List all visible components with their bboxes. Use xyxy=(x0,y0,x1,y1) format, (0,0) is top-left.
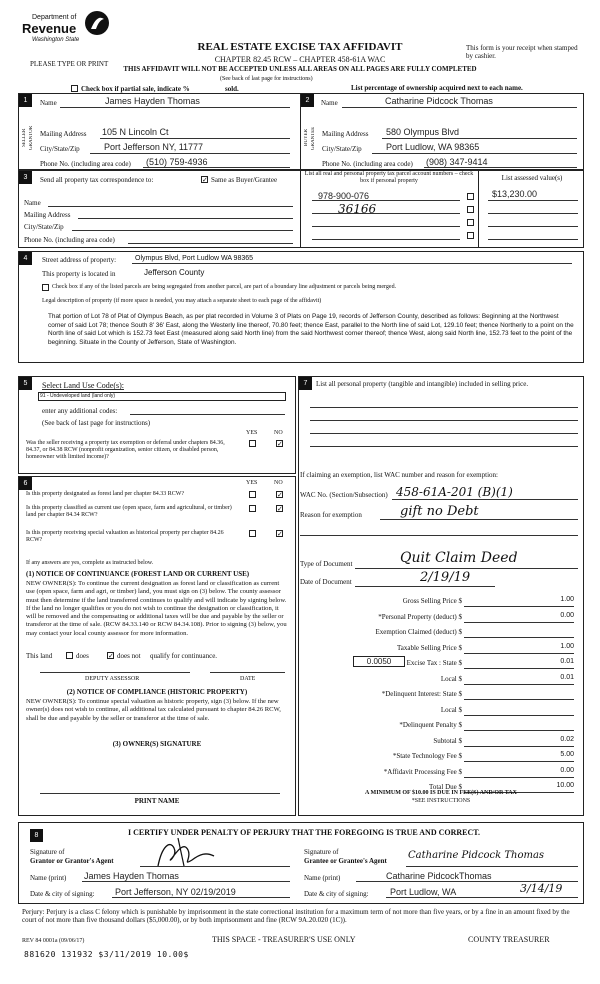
this-land-label: This land xyxy=(26,652,53,660)
grantor-print-name[interactable]: James Hayden Thomas xyxy=(84,871,179,881)
see-instructions-note: *SEE INSTRUCTIONS xyxy=(411,798,471,804)
seller-city[interactable]: Port Jefferson NY, 11777 xyxy=(104,142,204,152)
tax-row-label: *Personal Property (deduct) $ xyxy=(378,613,462,621)
buyer-side-label: BUYER xyxy=(304,129,309,147)
grantor-date-city-label: Date & city of signing: xyxy=(30,890,95,898)
buyer-city-label: City/State/Zip xyxy=(322,145,362,153)
tax-row xyxy=(300,597,582,609)
buyer-phone[interactable]: (908) 347-9414 xyxy=(426,157,488,167)
personal-property-label: List all personal property (tangible and intangible) included in selling price. xyxy=(316,380,529,388)
assessed-value-1[interactable]: $13,230.00 xyxy=(492,189,538,199)
tax-row-value[interactable]: 0.00 xyxy=(464,612,574,623)
s5-no-header: NO xyxy=(274,430,283,436)
tax-row-value[interactable]: 5.00 xyxy=(464,751,574,762)
land-use-label: Select Land Use Code(s): xyxy=(42,381,124,390)
tax-row-value[interactable]: 0.00 xyxy=(464,767,574,778)
tax-row-label: *Delinquent Penalty $ xyxy=(399,721,462,729)
section-4-number: 4 xyxy=(19,252,32,265)
see-back-note: (See back of last page for instructions) xyxy=(220,76,313,82)
grantor-side-label: GRANTOR xyxy=(29,125,34,151)
seller-mailing[interactable]: 105 N Lincoln Ct xyxy=(102,127,169,137)
notice1-body: NEW OWNER(S): To continue the current designation as forest land or classification as current use (open space, farm and agri, or timber) land, you must sign on (3) below. The county assessor must then determine if the land transferred continues to qualify and will indicate by signing below. If the land no longer qualifies or you do not wish to continue the designation or classification, it will be removed and the compensating or additional taxes will be due and payable by the seller or transferor at the time of sale. (RCW 84.33.140 or RCW 84.34.108). Prior to signing (3) below, you may contact your local county assessor for more information. xyxy=(26,580,287,637)
tax-row-label: *Affidavit Processing Fee $ xyxy=(383,768,462,776)
personal-property-checkbox-1[interactable] xyxy=(467,193,474,200)
notice1-title: (1) NOTICE OF CONTINUANCE (FOREST LAND OR CURRENT USE) xyxy=(26,570,250,578)
tax-row xyxy=(300,737,582,749)
section-8-number: 8 xyxy=(30,829,43,842)
tax-row-label: Taxable Selling Price $ xyxy=(396,644,462,652)
tax-row-label: Subtotal $ xyxy=(433,737,462,745)
grantee-date-city-label: Date & city of signing: xyxy=(304,890,369,898)
grantor-sig-label-a: Signature of xyxy=(30,848,65,856)
county[interactable]: Jefferson County xyxy=(144,268,205,277)
corr-mailing-label: Mailing Address xyxy=(24,211,71,219)
tax-row xyxy=(300,768,582,780)
historic-yes-checkbox[interactable] xyxy=(249,530,256,537)
doc-type-handwritten[interactable]: Quit Claim Deed xyxy=(400,550,518,566)
deputy-assessor-label: DEPUTY ASSESSOR xyxy=(85,676,140,682)
seller-phone-label: Phone No. (including area code) xyxy=(40,160,131,168)
tax-row-value[interactable] xyxy=(464,627,574,638)
section-6 xyxy=(18,476,296,816)
partial-sale-label: Check box if partial sale, indicate % xyxy=(81,85,190,93)
if-yes-note: If any answers are yes, complete as instructed below. xyxy=(26,560,154,566)
grantor-date-city[interactable]: Port Jefferson, NY 02/19/2019 xyxy=(115,887,236,897)
tax-row-value[interactable]: 1.00 xyxy=(464,596,574,607)
does-label: does xyxy=(76,652,89,660)
tax-row xyxy=(300,690,582,702)
corr-city-label: City/State/Zip xyxy=(24,223,64,231)
form-number: REV 84 0001a (09/06/17) xyxy=(22,938,85,944)
tax-row-value[interactable]: 10.00 xyxy=(464,782,574,793)
doc-date-label: Date of Document xyxy=(300,578,352,586)
s5-yes-header: YES xyxy=(246,430,258,436)
treasurer-use-label: THIS SPACE - TREASURER'S USE ONLY xyxy=(212,935,356,944)
assessed-header: List assessed value(s) xyxy=(501,174,563,182)
tax-row-value[interactable] xyxy=(464,705,574,716)
section-7-number: 7 xyxy=(299,377,312,390)
minimum-due-note: A MINIMUM OF $10.00 IS DUE IN FEE(S) AND/OR TAX xyxy=(365,790,517,796)
notice2-title: (2) NOTICE OF COMPLIANCE (HISTORIC PROPERTY) xyxy=(66,688,248,696)
grantee-print-label: Name (print) xyxy=(304,874,341,882)
corr-phone-label: Phone No. (including area code) xyxy=(24,236,115,244)
county-treasurer-label: COUNTY TREASURER xyxy=(468,935,550,944)
tax-row xyxy=(300,613,582,625)
same-as-buyer-checkbox[interactable]: ✓ xyxy=(202,176,208,184)
s6-yes-header: YES xyxy=(246,480,258,486)
parcel-header: List all real and personal property tax parcel account numbers – check box if personal property xyxy=(304,171,474,184)
form-warning: THIS AFFIDAVIT WILL NOT BE ACCEPTED UNLESS ALL AREAS ON ALL PAGES ARE FULLY COMPLETED xyxy=(123,65,477,73)
ownership-note: List percentage of ownership acquired next to each name. xyxy=(351,84,523,92)
tax-row xyxy=(300,752,582,764)
seller-mailing-label: Mailing Address xyxy=(40,130,87,138)
legal-description[interactable]: That portion of Lot 78 of Plat of Olympus Beach, as per plat recorded in Volume 3 of Plats on Page 19, records of Jefferson County, described as follows: Beginning at the Northwest corner of said Lot 78; thence South 8' 36' East, along the Westerly line thereof, 70.80 feet; thence East, parallel to the North line of said Lot, 129.10 feet; thence Northerly to a point on the North line of said Lot which is 152.73 feet East (measured along said North line) from the said Northwest corner thereof; thence West, along said North line, 152.73 feet to the point of the beginning. Situate in the County of Jefferson, State of Washington. xyxy=(48,313,574,346)
form-chapters: CHAPTER 82.45 RCW – CHAPTER 458-61A WAC xyxy=(214,55,386,64)
segregated-checkbox[interactable] xyxy=(42,284,49,291)
tax-row-label: Excise Tax : State $ xyxy=(406,659,462,667)
exemption-no-checkbox[interactable]: ✓ xyxy=(277,440,283,448)
receipt-note: This form is your receipt when stamped by cashier. xyxy=(466,44,578,61)
grantee-sig-label-a: Signature of xyxy=(304,848,339,856)
seller-name-label: Name xyxy=(40,99,57,107)
deputy-date-label: DATE xyxy=(240,676,256,682)
tax-row-value[interactable] xyxy=(464,689,574,700)
please-type: PLEASE TYPE OR PRINT xyxy=(30,60,109,68)
tax-row xyxy=(300,644,582,656)
tax-row-value[interactable]: 0.01 xyxy=(464,658,574,669)
current-use-no-checkbox[interactable]: ✓ xyxy=(277,505,283,513)
dor-logo-icon xyxy=(84,10,110,36)
tax-row xyxy=(300,675,582,687)
buyer-name[interactable]: Catharine Pidcock Thomas xyxy=(385,96,493,106)
print-name-label: PRINT NAME xyxy=(134,797,180,805)
land-use-value: 91 - Undeveloped land (land only) xyxy=(40,393,116,399)
grantee-side-label: GRANTEE xyxy=(311,126,316,150)
certify-statement: I CERTIFY UNDER PENALTY OF PERJURY THAT THE FOREGOING IS TRUE AND CORRECT. xyxy=(128,828,481,837)
wac-label: WAC No. (Section/Subsection) xyxy=(300,491,388,499)
local-rate-value: 0.0050 xyxy=(366,657,392,666)
buyer-mailing-label: Mailing Address xyxy=(322,130,369,138)
perjury-notice: Perjury: Perjury is a class C felony which is punishable by imprisonment in the state correctional institution for a maximum term of not more than five years, or by a fine in an amount fixed by the court of not more than five thousand dollars ($5,000.00), or by both imprisonment and fine (RCW 9A.20.020 (1C)). xyxy=(22,908,570,925)
buyer-name-label: Name xyxy=(321,99,338,107)
exemption-question: Was the seller receiving a property tax exemption or deferral under chapters 84.36, 84.37, or 84.38 RCW (nonprofit organization, senior citizen, or disabled person, homeowner with limited income)? xyxy=(26,440,225,460)
forest-question: Is this property designated as forest land per chapter 84.33 RCW? xyxy=(26,491,185,497)
tax-row-label: *State Technology Fee $ xyxy=(392,752,462,760)
historic-question: Is this property receiving special valuation as historical property per chapter 84.26 RCW? xyxy=(26,530,224,543)
grantee-print-name[interactable]: Catharine PidcockThomas xyxy=(386,871,492,881)
legal-label: Legal description of property (if more space is needed, you may attach a separate sheet to each page of the affidavit) xyxy=(42,298,322,304)
owner-signature-label: (3) OWNER(S) SIGNATURE xyxy=(112,740,202,748)
dept-line1: Department of xyxy=(32,14,77,21)
reason-handwritten[interactable]: gift no Debt xyxy=(400,504,479,519)
tax-row-value[interactable]: 1.00 xyxy=(464,643,574,654)
wac-number-handwritten[interactable]: 458-61A-201 (B)(1) xyxy=(396,485,513,499)
tax-row-value[interactable]: 0.02 xyxy=(464,736,574,747)
reason-label: Reason for exemption xyxy=(300,511,362,519)
personal-property-checkbox-3[interactable] xyxy=(467,219,474,226)
section-3-number: 3 xyxy=(19,171,32,184)
grantee-date-city[interactable]: Port Ludlow, WA xyxy=(390,887,457,897)
partial-sale-checkbox[interactable] xyxy=(71,85,78,92)
section-6-number: 6 xyxy=(19,477,32,490)
tax-row-label: Local $ xyxy=(440,675,462,683)
grantor-sig-label-b: Grantor or Grantor's Agent xyxy=(30,857,114,865)
grantee-date-handwritten[interactable]: 3/14/19 xyxy=(520,882,563,895)
grantor-print-label: Name (print) xyxy=(30,874,67,882)
dept-line3: Washington State xyxy=(32,37,80,43)
tax-row-label: Gross Selling Price $ xyxy=(402,597,462,605)
exemption-yes-checkbox[interactable] xyxy=(249,440,256,447)
segregated-label: Check box if any of the listed parcels are being segregated from another parcel, are part of a boundary line adjustment or parcels being merged. xyxy=(52,284,397,290)
form-title: REAL ESTATE EXCISE TAX AFFIDAVIT xyxy=(197,41,403,53)
seller-city-label: City/State/Zip xyxy=(40,145,80,153)
qualify-label: qualify for continuance. xyxy=(150,652,218,660)
historic-no-checkbox[interactable]: ✓ xyxy=(277,530,283,538)
section-5-number: 5 xyxy=(19,377,32,390)
does-checkbox[interactable] xyxy=(66,652,73,659)
tax-row-label: Local $ xyxy=(440,706,462,714)
grantee-sig-label-b: Grantee or Grantee's Agent xyxy=(304,857,387,865)
tax-row xyxy=(300,706,582,718)
tax-row xyxy=(300,721,582,733)
notice2-body: NEW OWNER(S): To continue special valuation as historic property, sign (3) below. If the new owner(s) does not wish to continue, all additional tax calculated pursuant to chapter 84.26 RCW, shall be due and payable by the seller or transferor at the time of sale. xyxy=(26,698,281,722)
additional-codes-label: enter any additional codes: xyxy=(42,407,118,415)
seller-side-label: SELLER xyxy=(22,128,27,148)
same-as-buyer-label: Same as Buyer/Grantee xyxy=(211,176,278,184)
section-1-number: 1 xyxy=(19,94,32,107)
tax-row xyxy=(300,659,582,671)
send-correspondence-label: Send all property tax correspondence to: xyxy=(40,176,154,184)
parcel-2-handwritten[interactable]: 36166 xyxy=(338,202,377,216)
tax-row-label: *Delinquent Interest: State $ xyxy=(381,690,462,698)
seller-phone[interactable]: (510) 759-4936 xyxy=(146,157,208,167)
tax-row-label: Exemption Claimed (deduct) $ xyxy=(375,628,462,636)
street-label: Street address of property: xyxy=(42,256,117,264)
sold-label: sold. xyxy=(225,85,239,93)
tax-row-label: Total Due $ xyxy=(429,783,462,791)
dept-line2: Revenue xyxy=(22,21,77,36)
grantee-signature[interactable]: Catharine Pidcock Thomas xyxy=(408,850,545,861)
tax-row-value[interactable] xyxy=(464,720,574,731)
current-use-yes-checkbox[interactable] xyxy=(249,505,256,512)
forest-no-checkbox[interactable]: ✓ xyxy=(277,491,283,499)
personal-property-checkbox-2[interactable] xyxy=(467,206,474,213)
current-use-question: Is this property classified as current use (open space, farm and agricultural, or timber) land per chapter 84.34 RCW? xyxy=(26,505,232,518)
buyer-city[interactable]: Port Ludlow, WA 98365 xyxy=(386,142,480,152)
dor-logo xyxy=(22,10,117,52)
tax-row xyxy=(300,628,582,640)
doc-type-label: Type of Document xyxy=(300,560,353,568)
s6-no-header: NO xyxy=(274,480,283,486)
personal-property-checkbox-4[interactable] xyxy=(467,232,474,239)
parcel-1[interactable]: 978-900-076 xyxy=(318,191,370,201)
street-address[interactable]: Olympus Blvd, Port Ludlow WA 98365 xyxy=(135,255,254,262)
seller-name[interactable]: James Hayden Thomas xyxy=(105,96,200,106)
does-not-checkbox[interactable]: ✓ xyxy=(108,652,114,660)
exemption-claim-label: If claiming an exemption, list WAC number and reason for exemption: xyxy=(300,471,498,479)
corr-name-label: Name xyxy=(24,199,41,207)
does-not-label: does not xyxy=(117,652,141,660)
grantor-signature[interactable] xyxy=(148,836,218,870)
section-2-number: 2 xyxy=(301,94,314,107)
tax-row-value[interactable]: 0.01 xyxy=(464,674,574,685)
located-label: This property is located in xyxy=(42,270,116,278)
buyer-phone-label: Phone No. (including area code) xyxy=(322,160,413,168)
buyer-mailing[interactable]: 580 Olympus Blvd xyxy=(386,127,460,137)
land-use-see-back: (See back of last page for instructions) xyxy=(42,419,151,427)
doc-date-handwritten[interactable]: 2/19/19 xyxy=(420,570,471,585)
forest-yes-checkbox[interactable] xyxy=(249,491,256,498)
cashier-stamp: 881620 131932 $3/11/2019 10.00$ xyxy=(24,950,189,959)
